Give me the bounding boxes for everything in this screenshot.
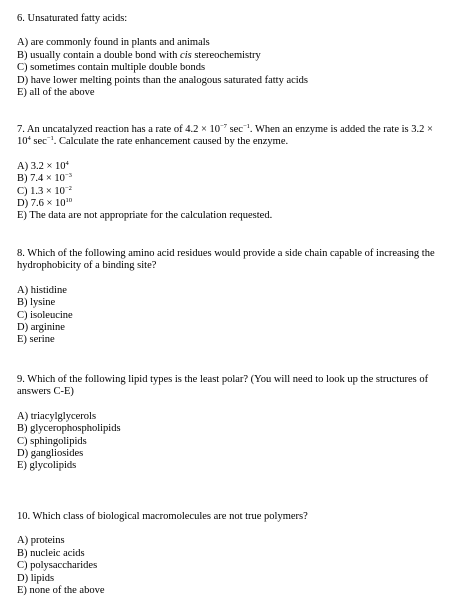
question-7: [17, 124, 442, 223]
answer-list: [17, 37, 442, 99]
answer-option: D) lipids: [17, 572, 55, 584]
answer-option: C) sometimes contain multiple double bonds: [17, 62, 206, 74]
answer-option: E) serine: [17, 334, 55, 346]
question-stem: 7. An uncatalyzed reaction has a rate of $4.2 \times 10^{-7}$ $\sec^{-1}$. When an enzyme is added the rate is $3.2 \times 10^4$ $\sec^{-1}$. Calculate the rate enhancement caused by the enzyme.: [17, 123, 433, 148]
question-stem: 6. Unsaturated fatty acids:: [17, 13, 128, 24]
answer-option: D) gangliosides: [17, 448, 84, 460]
answer-option: B) $7.4 \times 10^{-3}$: [17, 172, 72, 185]
answer-option: B) glycerophospholipids: [17, 423, 121, 435]
answer-list: [17, 161, 442, 223]
answer-option: D) arginine: [17, 322, 65, 334]
answer-option: A) are commonly found in plants and animals: [17, 37, 210, 49]
answer-option: B) nucleic acids: [17, 547, 85, 559]
answer-option: E) none of the above: [17, 585, 105, 597]
question-10: [17, 511, 442, 597]
answer-list: [17, 411, 442, 473]
answer-option: C) polysaccharides: [17, 560, 98, 572]
answer-option: A) triacylglycerols: [17, 410, 97, 422]
answer-list: [17, 285, 442, 347]
answer-option: B) usually contain a double bond with cis stereochemistry: [17, 49, 261, 61]
question-stem: 8. Which of the following amino acid residues would provide a side chain capable of increasing the hydrophobicity of a binding site?: [17, 248, 435, 272]
italic-term: cis: [180, 49, 192, 61]
answer-option: E) The data are not appropriate for the calculation requested.: [17, 210, 273, 222]
answer-option: B) lysine: [17, 297, 56, 309]
question-stem: 10. Which class of biological macromolecules are not true polymers?: [17, 511, 308, 522]
answer-option: A) histidine: [17, 284, 67, 296]
answer-option: D) $7.6 \times 10^{10}$: [17, 197, 73, 210]
answer-option: E) glycolipids: [17, 460, 77, 472]
question-9: [17, 374, 442, 473]
answer-option: D) have lower melting points than the analogous saturated fatty acids: [17, 74, 309, 86]
answer-list: [17, 535, 442, 597]
answer-option: E) all of the above: [17, 87, 95, 99]
question-stem: 9. Which of the following lipid types is the least polar? (You will need to look up the structures of answers C-E): [17, 374, 429, 398]
question-8: [17, 248, 442, 347]
answer-option: C) sphingolipids: [17, 435, 87, 447]
answer-option: A) $3.2 \times 10^4$: [17, 159, 69, 172]
answer-option: C) $1.3 \times 10^{-2}$: [17, 184, 72, 197]
answer-option: A) proteins: [17, 535, 65, 547]
answer-option: C) isoleucine: [17, 309, 73, 321]
question-6: [17, 13, 442, 99]
